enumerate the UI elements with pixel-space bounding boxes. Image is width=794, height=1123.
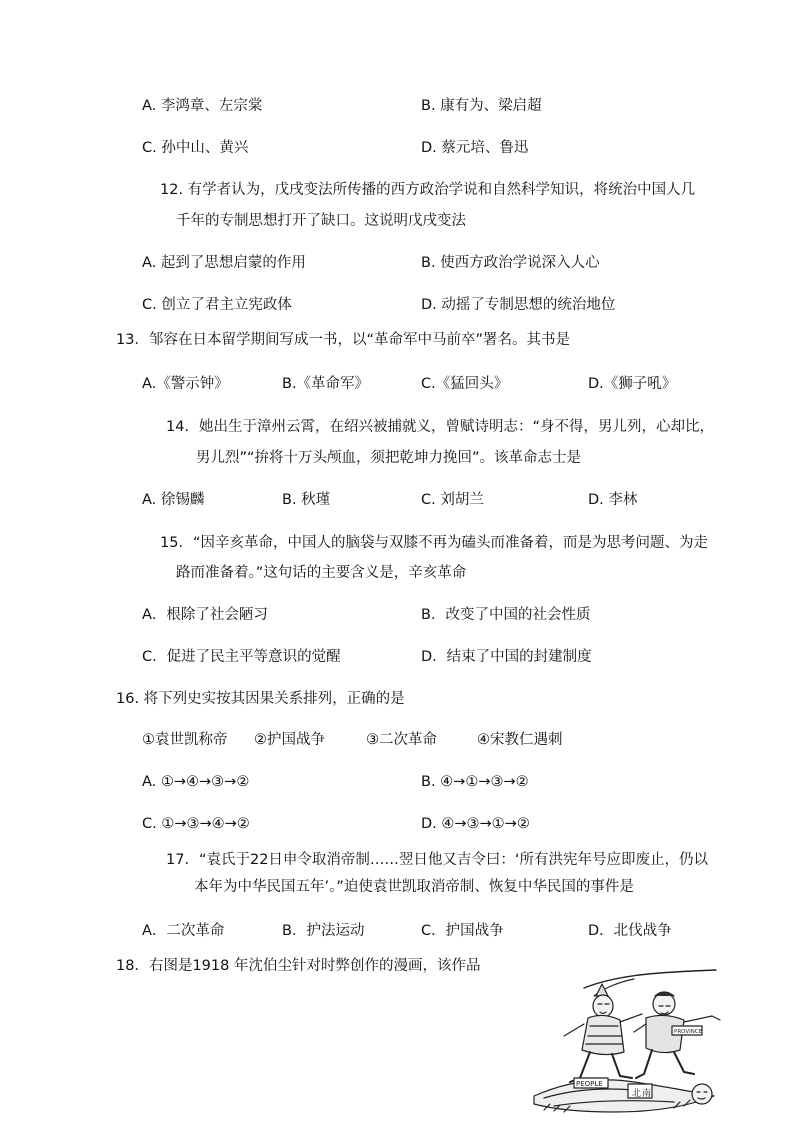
q17-option-c: C．护国战争 bbox=[421, 923, 504, 939]
q16-event-2: ②护国战争 bbox=[254, 732, 325, 748]
q16-event-3: ③二次革命 bbox=[366, 732, 437, 748]
q12-stem-line2: 千年的专制思想打开了缺口。这说明戊戌变法 bbox=[176, 213, 466, 229]
q16-event-1: ①袁世凯称帝 bbox=[142, 732, 228, 748]
q17-option-b: B．护法运动 bbox=[282, 923, 365, 939]
q16-option-a: A. ①→④→③→② bbox=[142, 774, 250, 790]
q14-option-b: B. 秋瑾 bbox=[282, 492, 331, 508]
q11-option-c: C. 孙中山、黄兴 bbox=[142, 140, 249, 156]
q16-stem: 16. 将下列史实按其因果关系排列，正确的是 bbox=[116, 691, 405, 707]
q12-stem-line1: 12. 有学者认为，戊戌变法所传播的西方政治学说和自然科学知识，将统治中国人几 bbox=[160, 182, 696, 198]
cartoon-label-south: 南 bbox=[642, 1089, 652, 1099]
q14-stem-line2: 男儿烈”“拚将十万头颅血，须把乾坤力挽回”。该革命志士是 bbox=[196, 450, 582, 466]
q12-option-b: B. 使西方政治学说深入人心 bbox=[421, 255, 600, 271]
q15-option-b: B．改变了中国的社会性质 bbox=[421, 607, 591, 623]
q17-option-d: D．北伐战争 bbox=[588, 923, 672, 939]
q14-stem-line1: 14．她出生于漳州云霄，在绍兴被捕就义，曾赋诗明志：“身不得，男儿列，心却比， bbox=[166, 419, 714, 435]
q13-option-c: C.《猛回头》 bbox=[421, 376, 509, 392]
q14-option-d: D. 李林 bbox=[588, 492, 638, 508]
q16-option-b: B. ④→①→③→② bbox=[421, 774, 529, 790]
q15-option-c: C．促进了民主平等意识的觉醒 bbox=[142, 649, 341, 665]
cartoon-label-north: 北 bbox=[632, 1089, 642, 1099]
q12-option-c: C. 创立了君主立宪政体 bbox=[142, 297, 292, 313]
q13-option-a: A.《警示钟》 bbox=[142, 376, 229, 392]
q16-option-d: D. ④→③→①→② bbox=[421, 816, 530, 832]
q12-option-a: A. 起到了思想启蒙的作用 bbox=[142, 255, 306, 271]
q14-option-c: C. 刘胡兰 bbox=[421, 492, 484, 508]
cartoon-illustration bbox=[524, 966, 727, 1116]
q17-stem-line1: 17．“袁氏于22日申令取消帝制……翌日他又吉令曰：‘所有洪宪年号应即废止，仍以 bbox=[166, 852, 709, 868]
q14-option-a: A. 徐锡麟 bbox=[142, 492, 205, 508]
q11-option-d: D. 蔡元培、鲁迅 bbox=[421, 140, 529, 156]
q11-option-a: A. 李鸿章、左宗棠 bbox=[142, 98, 263, 114]
cartoon-label-province: PROVINCE bbox=[674, 1029, 703, 1035]
cartoon-label-people: PEOPLE bbox=[576, 1080, 603, 1088]
q15-stem-line1: 15．“因辛亥革命，中国人的脑袋与双膝不再为磕头而准备着，而是为思考问题、为走 bbox=[160, 535, 708, 551]
q16-option-c: C. ①→③→④→② bbox=[142, 816, 250, 832]
q13-option-b: B.《革命军》 bbox=[282, 376, 370, 392]
q13-option-d: D.《狮子吼》 bbox=[588, 376, 677, 392]
q18-stem: 18．右图是1918 年沈伯尘针对时弊创作的漫画，该作品 bbox=[116, 958, 481, 974]
q17-option-a: A．二次革命 bbox=[142, 923, 225, 939]
q15-stem-line2: 路而准备着。”这句话的主要含义是，辛亥革命 bbox=[176, 565, 467, 581]
q16-event-4: ④宋教仁遇刺 bbox=[477, 732, 563, 748]
q12-option-d: D. 动摇了专制思想的统治地位 bbox=[421, 297, 616, 313]
q11-option-b: B. 康有为、梁启超 bbox=[421, 98, 542, 114]
q13-stem: 13．邹容在日本留学期间写成一书，以“革命军中马前卒”署名。其书是 bbox=[116, 332, 570, 348]
q17-stem-line2: 本年为中华民国五年’。”迫使袁世凯取消帝制、恢复中华民国的事件是 bbox=[194, 879, 634, 895]
q15-option-d: D．结束了中国的封建制度 bbox=[421, 649, 592, 665]
q15-option-a: A．根除了社会陋习 bbox=[142, 607, 268, 623]
